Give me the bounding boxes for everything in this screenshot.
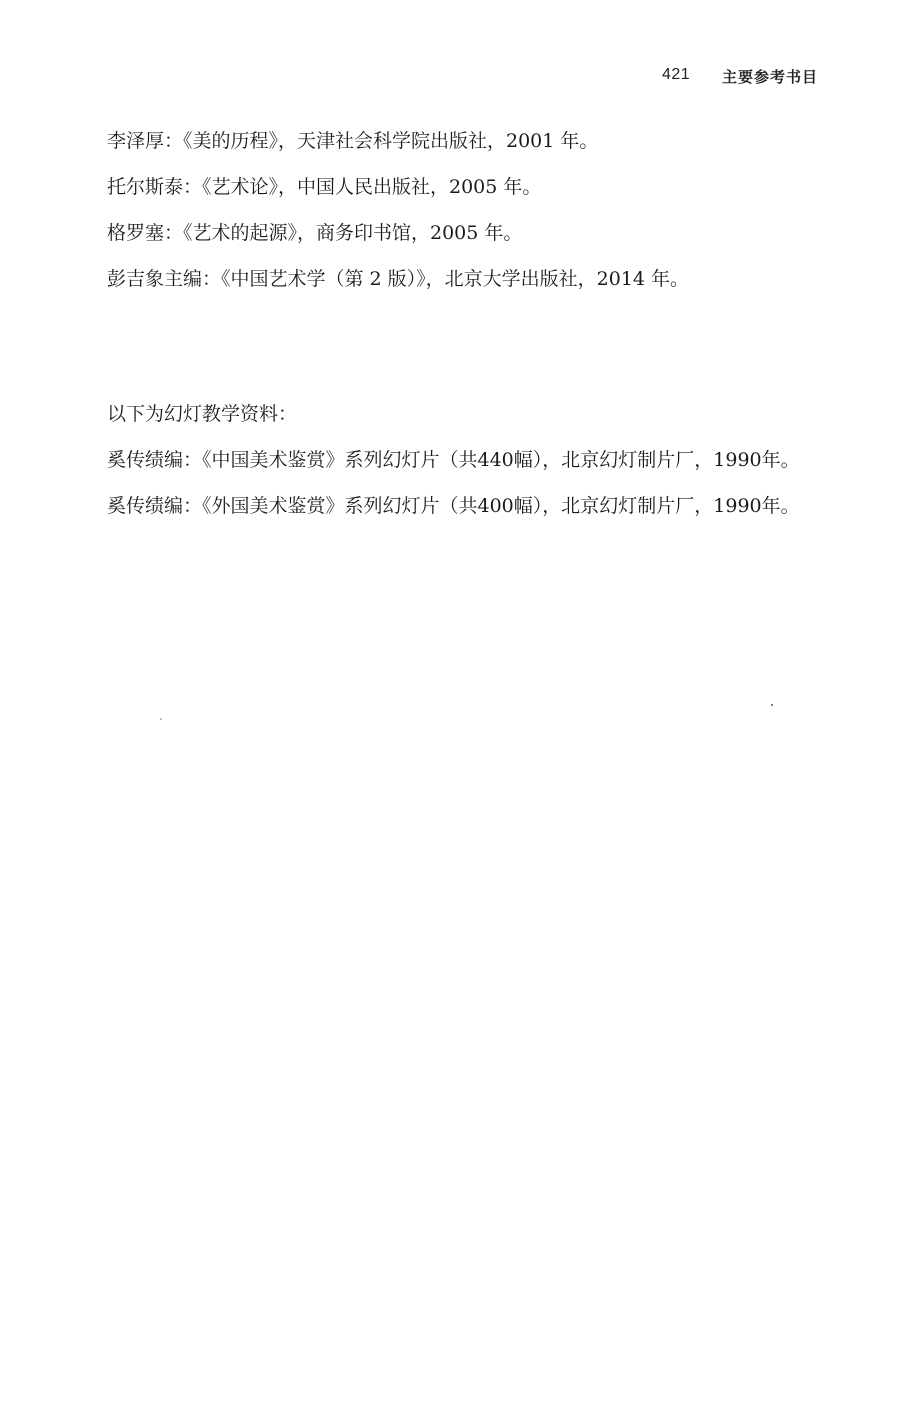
reference-entry: 托尔斯泰：《艺术论》，中国人民出版社，2005 年。 (107, 176, 542, 198)
slide-entry: 奚传绩编：《中国美术鉴赏》系列幻灯片（共440幅），北京幻灯制片厂，1990年。 (107, 449, 800, 471)
reference-entry: 格罗塞：《艺术的起源》，商务印书馆，2005 年。 (107, 222, 523, 244)
page-header (640, 66, 840, 90)
page-number: 421 (662, 66, 691, 83)
slide-entry: 奚传绩编：《外国美术鉴赏》系列幻灯片（共400幅），北京幻灯制片厂，1990年。 (107, 495, 800, 517)
scan-speck (771, 704, 773, 706)
reference-entry: 李泽厚：《美的历程》，天津社会科学院出版社，2001 年。 (107, 130, 599, 152)
scan-speck (160, 718, 162, 720)
slides-section-heading: 以下为幻灯教学资料： (107, 403, 298, 425)
running-title: 主要参考书目 (722, 68, 819, 86)
reference-entry: 彭吉象主编：《中国艺术学（第 2 版）》，北京大学出版社，2014 年。 (107, 268, 690, 290)
